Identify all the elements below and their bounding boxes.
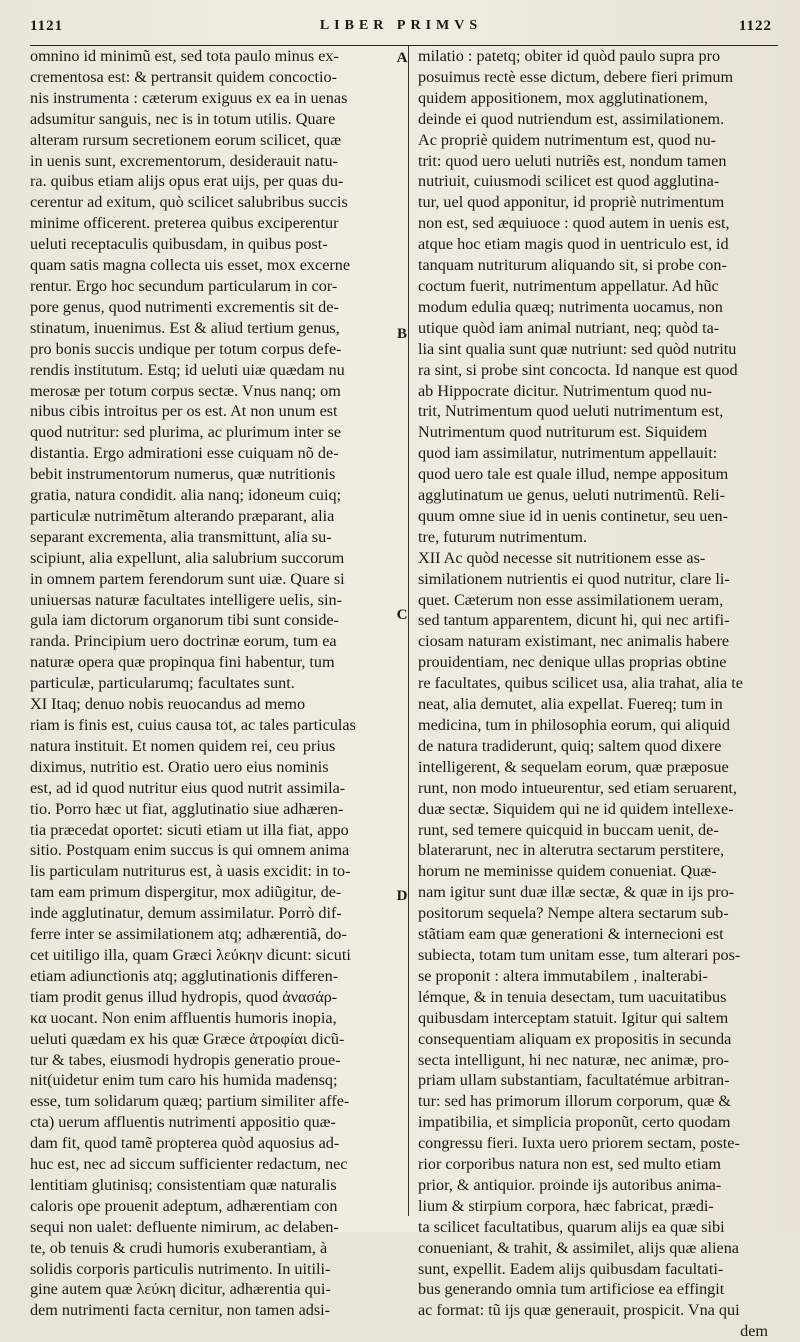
text-line: nis instrumenta : cæterum exiguus ex ea in uenas [30, 88, 348, 107]
text-line: congressu fieri. Iuxta uero priorem sectam, poste- [418, 1134, 740, 1153]
text-line: non est, sed æquiuoce : quod autem in uenis est, [418, 214, 730, 233]
text-line: separant excrementa, alia transmittunt, alia su- [30, 527, 332, 546]
text-line: tanquam nutriturum aliquando sit, si probe con- [418, 256, 727, 275]
text-line: XII Ac quòd necesse sit nutritionem esse as- [418, 548, 706, 567]
text-line: positorum sequela? Nempe altera sectarum sub- [418, 904, 729, 923]
text-line: prior, & antiquior. proinde ijs autoribus anima- [418, 1175, 722, 1194]
text-line: sed tantum apparentem, dicunt hi, qui nec artifi- [418, 611, 730, 630]
column-divider [408, 46, 409, 1216]
text-line: lentitiam glutinisq; consistentiam quæ naturalis [30, 1175, 337, 1194]
text-line: natura instituit. Et nomen quidem rei, ceu prius [30, 736, 336, 755]
text-line: diximus, nutritio est. Oratio uero eius nominis [30, 757, 329, 776]
text-line: quod iam assimilatur, nutrimentum appellauit: [418, 444, 718, 463]
text-line: riam is finis est, cuius causa tot, ac tales particulas [30, 716, 356, 734]
text-line: omnino id minimũ est, sed tota paulo minus ex- [30, 47, 339, 65]
margin-letter-a: A [396, 50, 408, 66]
text-line: agglutinatum ue genus, ueluti nutrimentũ. Reli- [418, 486, 726, 505]
text-line: tam eam primum dispergitur, mox adiũgitur, de- [30, 883, 342, 902]
margin-letter-c: C [396, 607, 408, 623]
text-line: secta intelligunt, hi nec naturæ, nec animæ, pro- [418, 1050, 730, 1069]
text-line: pro bonis succis undique per totum corpus defe- [30, 339, 342, 358]
text-line: rior corporibus natura non est, sed multo etiam [418, 1155, 721, 1174]
text-line: quod nutritur: sed plurima, ac plurimum inter se [30, 423, 342, 442]
text-line: subiecta, totam tum unitam esse, tum alterari pos- [418, 945, 741, 964]
text-line: de natura tradiderunt, quiq; saltem quod dixere [418, 736, 722, 755]
text-line: medicina, tum in philosophia eorum, qui aliquid [418, 716, 731, 734]
text-line: quibusdam interceptam statuit. Igitur qui saltem [418, 1008, 729, 1027]
text-line: bebit instrumentorum numerus, quæ nutritionis [30, 465, 336, 484]
text-line: inde agglutinatur, demum assimilatur. Porrò dif- [30, 904, 342, 923]
margin-letter-d: D [396, 888, 408, 904]
text-line: lia sint qualia sunt quæ nutriunt: sed quòd nutritu [418, 339, 737, 358]
text-line: ueluti quædam ex his quæ Græce ἀτροφίαι dicũ- [30, 1029, 345, 1048]
text-line: cerentur ad exitum, quò scilicet salubribus succis [30, 193, 348, 212]
text-line: dem nutrimenti facta cernitur, non tamen adsi- [30, 1301, 331, 1320]
text-line: prouidentiam, nec denique ullas proprias obtine [418, 653, 727, 672]
text-line: nit(uidetur enim tum caro his humida madensq; [30, 1071, 338, 1090]
text-line: sitio. Postquam enim succus is qui omnem anima [30, 841, 350, 860]
text-line: te, ob tenuis & crudi humoris exuberantiam, à [30, 1238, 328, 1257]
left-column [30, 46, 396, 1321]
text-line: alteram rursum secretionem eorum scilicet, quæ [30, 130, 342, 149]
page-number-left: 1121 [30, 18, 64, 34]
text-line: runt, non modo intueurentur, sed etiam seruarent, [418, 778, 737, 797]
text-line: stãtiam eam quæ generationi & internecioni est [418, 925, 724, 944]
text-line: quod uero tale est quale illud, nempe appositum [418, 465, 729, 484]
text-line: intelligerent, & sequelam eorum, quæ præposue [418, 757, 729, 776]
text-line: huc est, nec ad siccum sufficienter redactum, nec [30, 1155, 348, 1174]
text-line: κα uocant. Non enim affluentis humoris inopia, [30, 1008, 337, 1027]
text-line: est, ad id quod nutritur eius quod nutrit assimila- [30, 778, 346, 797]
text-line: quam satis magna collecta uis esset, mox excerne [30, 256, 351, 275]
text-line: ac format: tũ ijs quæ generauit, prospicit. Vna qui [418, 1301, 740, 1320]
text-line: distantia. Ergo admirationi esse cuiquam nõ de- [30, 444, 339, 463]
text-line: XI Itaq; denuo nobis reuocandus ad memo [30, 695, 306, 714]
text-line: adsumitur sanguis, nec is in totum utilis. Quare [30, 109, 336, 128]
running-title: LIBER PRIMVS [319, 18, 483, 33]
text-line: tre, futurum nutrimentum. [418, 527, 588, 546]
text-line: quidem appositionem, mox agglutinationem, [418, 88, 708, 107]
text-line: gula iam dictorum organorum tibi sunt conside- [30, 611, 340, 630]
text-line: naturæ opera quæ propinqua fini habentur, tum [30, 653, 335, 672]
text-line: lis particulam nutriturus est, à uasis excidit: in to- [30, 862, 351, 881]
text-line: milatio : patetq; obiter id quòd paulo supra pro [418, 47, 721, 65]
text-line: cet uitiligo illa, quam Græci λεύκην dicunt: sicuti [30, 945, 351, 964]
text-line: priam ullam substantiam, facultatémue arbitran- [418, 1071, 730, 1090]
text-line: bus generando omnia tum artificiose ea effingit [418, 1280, 725, 1299]
text-line: in omnem partem ferendorum sunt uiæ. Quare si [30, 569, 345, 588]
page-number-right: 1122 [738, 18, 772, 34]
text-line: nibus cibis introitus per os est. At non unum est [30, 402, 338, 421]
text-line: solidis corporis particulis nutrimento. In uitili- [30, 1259, 331, 1278]
text-line: runt, sed temere quicquid in buccam uenit, de- [418, 820, 719, 839]
text-line: ciosam naturam existimant, nec animalis habere [418, 632, 730, 651]
text-line: tur, uel quod apponitur, id propriè nutrimentum [418, 193, 725, 212]
text-line: similationem nutrientis ei quod nutritur, clare li- [418, 569, 730, 588]
text-line: cta) uerum affluentis nutrimenti appositio quæ- [30, 1113, 336, 1132]
text-line: consequentiam aliquam ex propositis in secunda [418, 1029, 732, 1048]
text-line: trit, Nutrimentum quod ueluti nutrimentum est, [418, 402, 724, 421]
text-line: ab Hippocrate dicitur. Nutrimentum quod nu- [418, 381, 713, 400]
text-line: tur & tabes, eiusmodi hydropis generatio proue- [30, 1050, 341, 1069]
text-line: lémque, & in tenuia desectam, tum uacuitatibus [418, 987, 727, 1006]
text-line: ra. quibus etiam alijs opus erat uijs, per quas du- [30, 172, 344, 191]
text-line: tur: sed has primorum illorum corporum, quæ & [418, 1092, 731, 1111]
text-line: uniuersas naturæ facultates intelligere uelis, sin- [30, 590, 342, 609]
text-line: rentur. Ergo hoc secundum particularum in cor- [30, 276, 338, 295]
text-line: pore genus, quod nutrimenti excrementis sit de- [30, 297, 339, 316]
page-header [30, 10, 772, 42]
text-line: atque hoc etiam magis quod in uentriculo est, id [418, 235, 729, 254]
text-line: caloris ope prouenit adeptum, adhærentiam con [30, 1196, 338, 1215]
text-line: horum ne meminisse quidem conueniat. Quæ- [418, 862, 717, 881]
text-line: ferre inter se assimilationem atq; adhærentiã, do- [30, 925, 347, 944]
text-line: gine autem quæ λεύκη dicitur, adhærentia qui- [30, 1280, 331, 1299]
text-line: quum omne siue id in uenis continetur, seu uen- [418, 506, 729, 525]
text-line: dem [740, 1322, 768, 1341]
text-line: Nutrimentum quod nutriturum est. Siquidem [418, 423, 708, 442]
text-line: sunt, expellit. Eadem alijs quibusdam facultati- [418, 1259, 724, 1278]
text-line: duæ sectæ. Siquidem qui ne id quidem intellexe- [418, 799, 734, 818]
text-line: rendis institutum. Estq; id ueluti uiæ quædam nu [30, 360, 345, 379]
text-line: neat, alia demutet, alia expellat. Fuereq; tum in [418, 695, 723, 714]
text-line: conueniant, & trahit, & assimilet, alijs quæ aliena [418, 1238, 739, 1257]
text-line: tia præcedat oportet: sicuti etiam ut illa fiat, appo [30, 820, 349, 839]
text-line: gratia, natura condidit. alia nanq; idoneum cuiq; [30, 486, 342, 505]
text-line: sequi non ualet: defluente nimirum, ac delaben- [30, 1217, 339, 1236]
text-line: crementosa est: & pertransit quidem concoctio- [30, 67, 338, 86]
text-line: dam fit, quod tamẽ propterea quòd aquosius ad- [30, 1134, 340, 1153]
text-line: minime officerent. preterea quibus exciperentur [30, 214, 339, 233]
text-line: utique quòd iam animal nutriant, neq; quòd ta- [418, 318, 720, 337]
text-line: modum edulia quæq; nutrimenta uocamus, non [418, 297, 723, 316]
text-line: impatibilia, et simplicia proponũt, certo quodam [418, 1113, 731, 1132]
text-line: Ac propriè quidem nutrimentum est, quod nu- [418, 130, 717, 149]
text-line: posuimus rectè esse dictum, debere fieri primum [418, 67, 734, 86]
text-line: ra sint, si probe sint concocta. Id nanque est quod [418, 360, 738, 379]
text-line: re facultates, quibus scilicet usa, alia trahat, alia te [418, 674, 743, 693]
text-line: tio. Porro hæc ut fiat, agglutinatio siue adhæren- [30, 799, 344, 818]
text-line: etiam adiunctionis atq; agglutinationis differen- [30, 966, 339, 985]
text-line: nam igitur sunt duæ illæ sectæ, & quæ in ijs pro- [418, 883, 735, 902]
text-line: blaterarunt, nec in alterutra sectarum perstitere, [418, 841, 725, 860]
text-line: deinde ei quod nutriendum est, assimilationem. [418, 109, 725, 128]
text-line: particulæ nutrimẽtum alterando præparant, alia [30, 506, 335, 525]
text-line: ueluti receptaculis quibusdam, in quibus post- [30, 235, 328, 254]
text-line: se proponit : altera immutabilem , inalterabi- [418, 966, 708, 985]
text-line: nutriuit, cuiusmodi scilicet est quod agglutina- [418, 172, 720, 191]
text-line: stinatum, inuenimus. Est & aliud tertium genus, [30, 318, 340, 337]
text-line: esse, tum solidarum quæq; partium similiter affe- [30, 1092, 350, 1111]
text-line: quet. Cæterum non esse assimilationem ueram, [418, 590, 724, 609]
text-line: tiam prodit genus illud hydropis, quod ἀνασάρ- [30, 987, 338, 1006]
text-line: particulæ, particularumq; facultates sunt. [30, 674, 295, 693]
right-column [418, 46, 768, 1342]
text-line: in uenis sunt, excrementorum, desiderauit natu- [30, 151, 338, 170]
text-line: merosæ per totum corpus sectæ. Vnus nanq; om [30, 381, 341, 400]
margin-letter-b: B [396, 326, 407, 342]
text-line: coctum fuerit, nutrimentum appellatur. Ad hũc [418, 276, 719, 295]
text-line: trit: quod uero ueluti nutriẽs est, nondum tamen [418, 151, 727, 170]
text-line: lium & stirpium corpora, hæc fabricat, prædi- [418, 1196, 714, 1215]
text-line: ta scilicet facultatibus, quarum alijs ea quæ sibi [418, 1217, 725, 1236]
text-line: scipiunt, alia expellunt, alia salubrium succorum [30, 548, 345, 567]
text-line: randa. Principium uero doctrinæ eorum, tum ea [30, 632, 337, 651]
